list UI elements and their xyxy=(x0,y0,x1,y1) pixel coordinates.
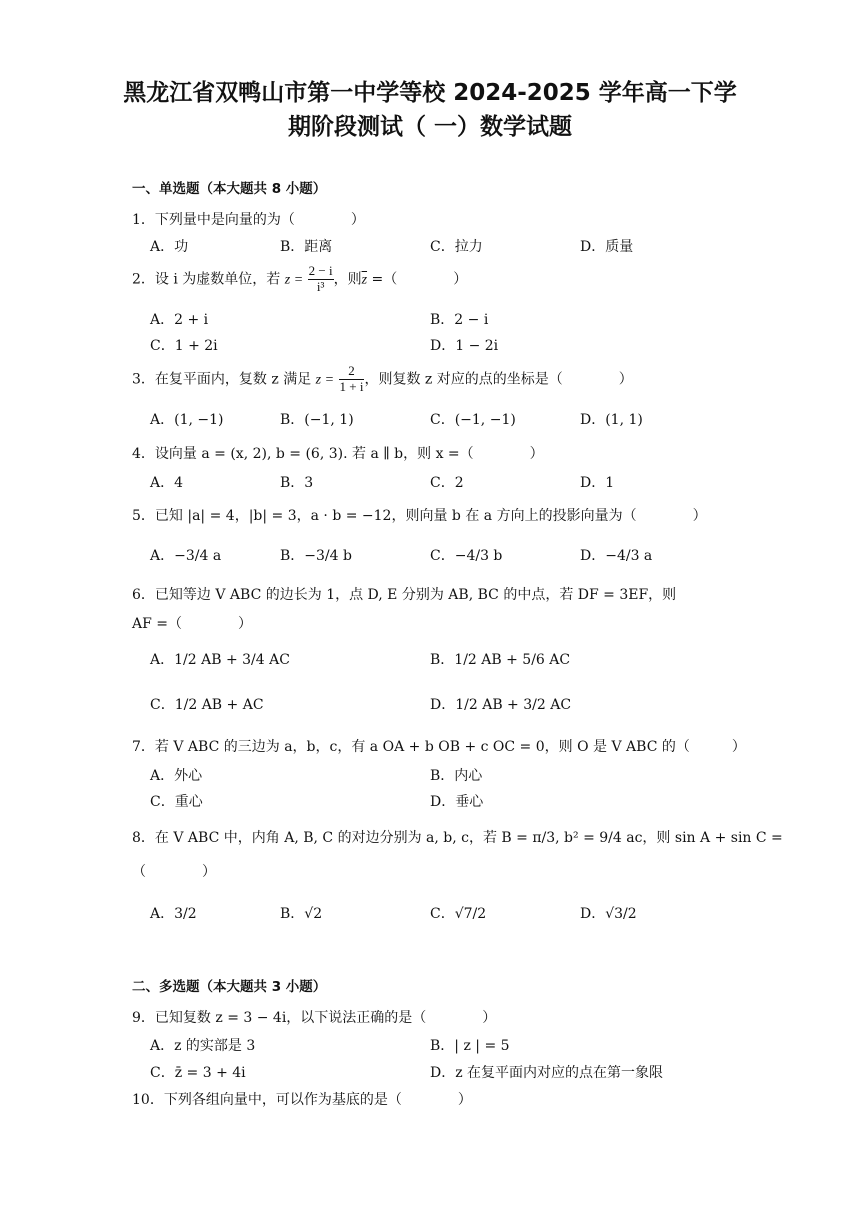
q2-option-b[interactable]: B．2 − i xyxy=(430,312,489,328)
question-number: 3． xyxy=(132,371,155,388)
q8-option-b[interactable]: B．√2 xyxy=(280,906,323,922)
question-number: 2． xyxy=(132,271,155,288)
question-3 xyxy=(132,364,633,395)
question-number: 5． xyxy=(132,508,155,524)
question-text: 已知复数 z = 3 − 4i，以下说法正确的是（ ） xyxy=(154,1010,497,1026)
question-number: 6． xyxy=(132,587,155,603)
q9-option-b[interactable]: B．| z | = 5 xyxy=(430,1038,510,1054)
q5-option-b[interactable]: B．−3/4 b xyxy=(280,548,352,564)
numerator: 2 − i xyxy=(308,263,333,278)
q9-option-d[interactable]: D．z 在复平面内对应的点在第一象限 xyxy=(430,1065,664,1081)
question-5 xyxy=(132,505,707,525)
q6-option-a[interactable]: A．1/2 AB + 3/4 AC xyxy=(150,652,290,668)
question-number: 1． xyxy=(132,212,155,228)
question-text-post: ，则复数 z 对应的点的坐标是（ ） xyxy=(364,371,633,388)
q6-option-c[interactable]: C．1/2 AB + AC xyxy=(150,697,264,713)
q3-option-c[interactable]: C．(−1, −1) xyxy=(430,412,516,428)
denominator: 1 + i xyxy=(339,378,364,394)
q3-option-d[interactable]: D．(1, 1) xyxy=(580,412,643,428)
question-10 xyxy=(132,1089,472,1109)
q3-option-a[interactable]: A．(1, −1) xyxy=(150,412,224,428)
question-text: 已知 |a| = 4，|b| = 3，a · b = −12，则向量 b 在 a 方向上的投影向量为（ ） xyxy=(154,508,707,524)
q9-option-a[interactable]: A．z 的实部是 3 xyxy=(150,1038,256,1054)
question-number: 8． xyxy=(132,830,155,846)
question-8 xyxy=(132,827,783,847)
q4-option-d[interactable]: D．1 xyxy=(580,475,615,491)
q5-option-d[interactable]: D．−4/3 a xyxy=(580,548,653,564)
q5-option-a[interactable]: A．−3/4 a xyxy=(150,548,222,564)
question-8-line2: （ ） xyxy=(132,864,216,880)
question-text: 在复平面内，复数 z 满足 xyxy=(154,371,312,388)
q5-option-c[interactable]: C．−4/3 b xyxy=(430,548,503,564)
question-text: 已知等边 V ABC 的边长为 1，点 D, E 分别为 AB, BC 的中点，若 DF = 3EF，则 xyxy=(154,587,677,603)
question-text-mid: ，则 xyxy=(333,271,362,288)
page-title-line2: 期阶段测试（ 一）数学试题 xyxy=(287,114,572,140)
question-2 xyxy=(132,264,467,295)
q7-option-b[interactable]: B．内心 xyxy=(430,768,483,784)
q4-option-a[interactable]: A．4 xyxy=(150,475,184,491)
section-heading-multi-choice: 二、多选题（本大题共 3 小题） xyxy=(132,979,327,995)
q8-option-d[interactable]: D．√3/2 xyxy=(580,906,637,922)
q7-option-c[interactable]: C．重心 xyxy=(150,794,203,810)
q2-option-c[interactable]: C．1 + 2i xyxy=(150,338,218,354)
page-title-line1: 黑龙江省双鸭山市第一中学等校 2024-2025 学年高一下学 xyxy=(123,80,737,106)
q2-option-a[interactable]: A．2 + i xyxy=(150,312,209,328)
q1-option-c[interactable]: C．拉力 xyxy=(430,239,483,255)
question-9 xyxy=(132,1007,496,1027)
q4-option-b[interactable]: B．3 xyxy=(280,475,314,491)
question-1 xyxy=(132,209,365,229)
fraction xyxy=(339,364,365,395)
q8-option-c[interactable]: C．√7/2 xyxy=(430,906,487,922)
math-z: z = xyxy=(315,372,335,388)
denominator: i³ xyxy=(316,278,325,294)
question-text: 下列各组向量中，可以作为基底的是（ ） xyxy=(163,1092,472,1108)
fraction xyxy=(308,264,334,295)
question-text: 若 V ABC 的三边为 a，b，c，有 a OA + b OB + c OC = 0，则 O 是 V ABC 的（ ） xyxy=(154,739,746,755)
question-text: 设 i 为虚数单位，若 xyxy=(154,271,281,288)
q3-option-b[interactable]: B．(−1, 1) xyxy=(280,412,354,428)
q8-option-a[interactable]: A．3/2 xyxy=(150,906,197,922)
question-text-post: =（ ） xyxy=(367,271,468,288)
question-number: 10． xyxy=(132,1092,164,1108)
q1-option-a[interactable]: A．功 xyxy=(150,239,189,255)
question-6-line2: AF =（ ） xyxy=(132,616,253,632)
question-number: 9． xyxy=(132,1010,155,1026)
q2-option-d[interactable]: D．1 − 2i xyxy=(430,338,499,354)
q7-option-d[interactable]: D．垂心 xyxy=(430,794,484,810)
question-4 xyxy=(132,443,544,463)
question-number: 4． xyxy=(132,446,155,462)
q9-option-c[interactable]: C．z̄ = 3 + 4i xyxy=(150,1065,246,1081)
question-text: 在 V ABC 中，内角 A, B, C 的对边分别为 a, b, c，若 B = π/3, b² = 9/4 ac，则 sin A + sin C = xyxy=(154,830,783,846)
q6-option-d[interactable]: D．1/2 AB + 3/2 AC xyxy=(430,697,572,713)
question-6 xyxy=(132,584,676,604)
section-heading-single-choice: 一、单选题（本大题共 8 小题） xyxy=(132,181,327,197)
q4-option-c[interactable]: C．2 xyxy=(430,475,464,491)
question-number: 7． xyxy=(132,739,155,755)
math-zbar: $\overline{z}$ xyxy=(361,272,368,288)
numerator: 2 xyxy=(339,364,365,380)
q7-option-a[interactable]: A．外心 xyxy=(150,768,203,784)
q1-option-b[interactable]: B．距离 xyxy=(280,239,333,255)
question-text: 下列量中是向量的为（ ） xyxy=(154,212,365,228)
q6-option-b[interactable]: B．1/2 AB + 5/6 AC xyxy=(430,652,571,668)
question-7 xyxy=(132,736,746,756)
q1-option-d[interactable]: D．质量 xyxy=(580,239,634,255)
math-z: z = xyxy=(284,272,304,288)
question-text: 设向量 a = (x, 2), b = (6, 3). 若 a ∥ b，则 x =（ ） xyxy=(154,446,544,462)
